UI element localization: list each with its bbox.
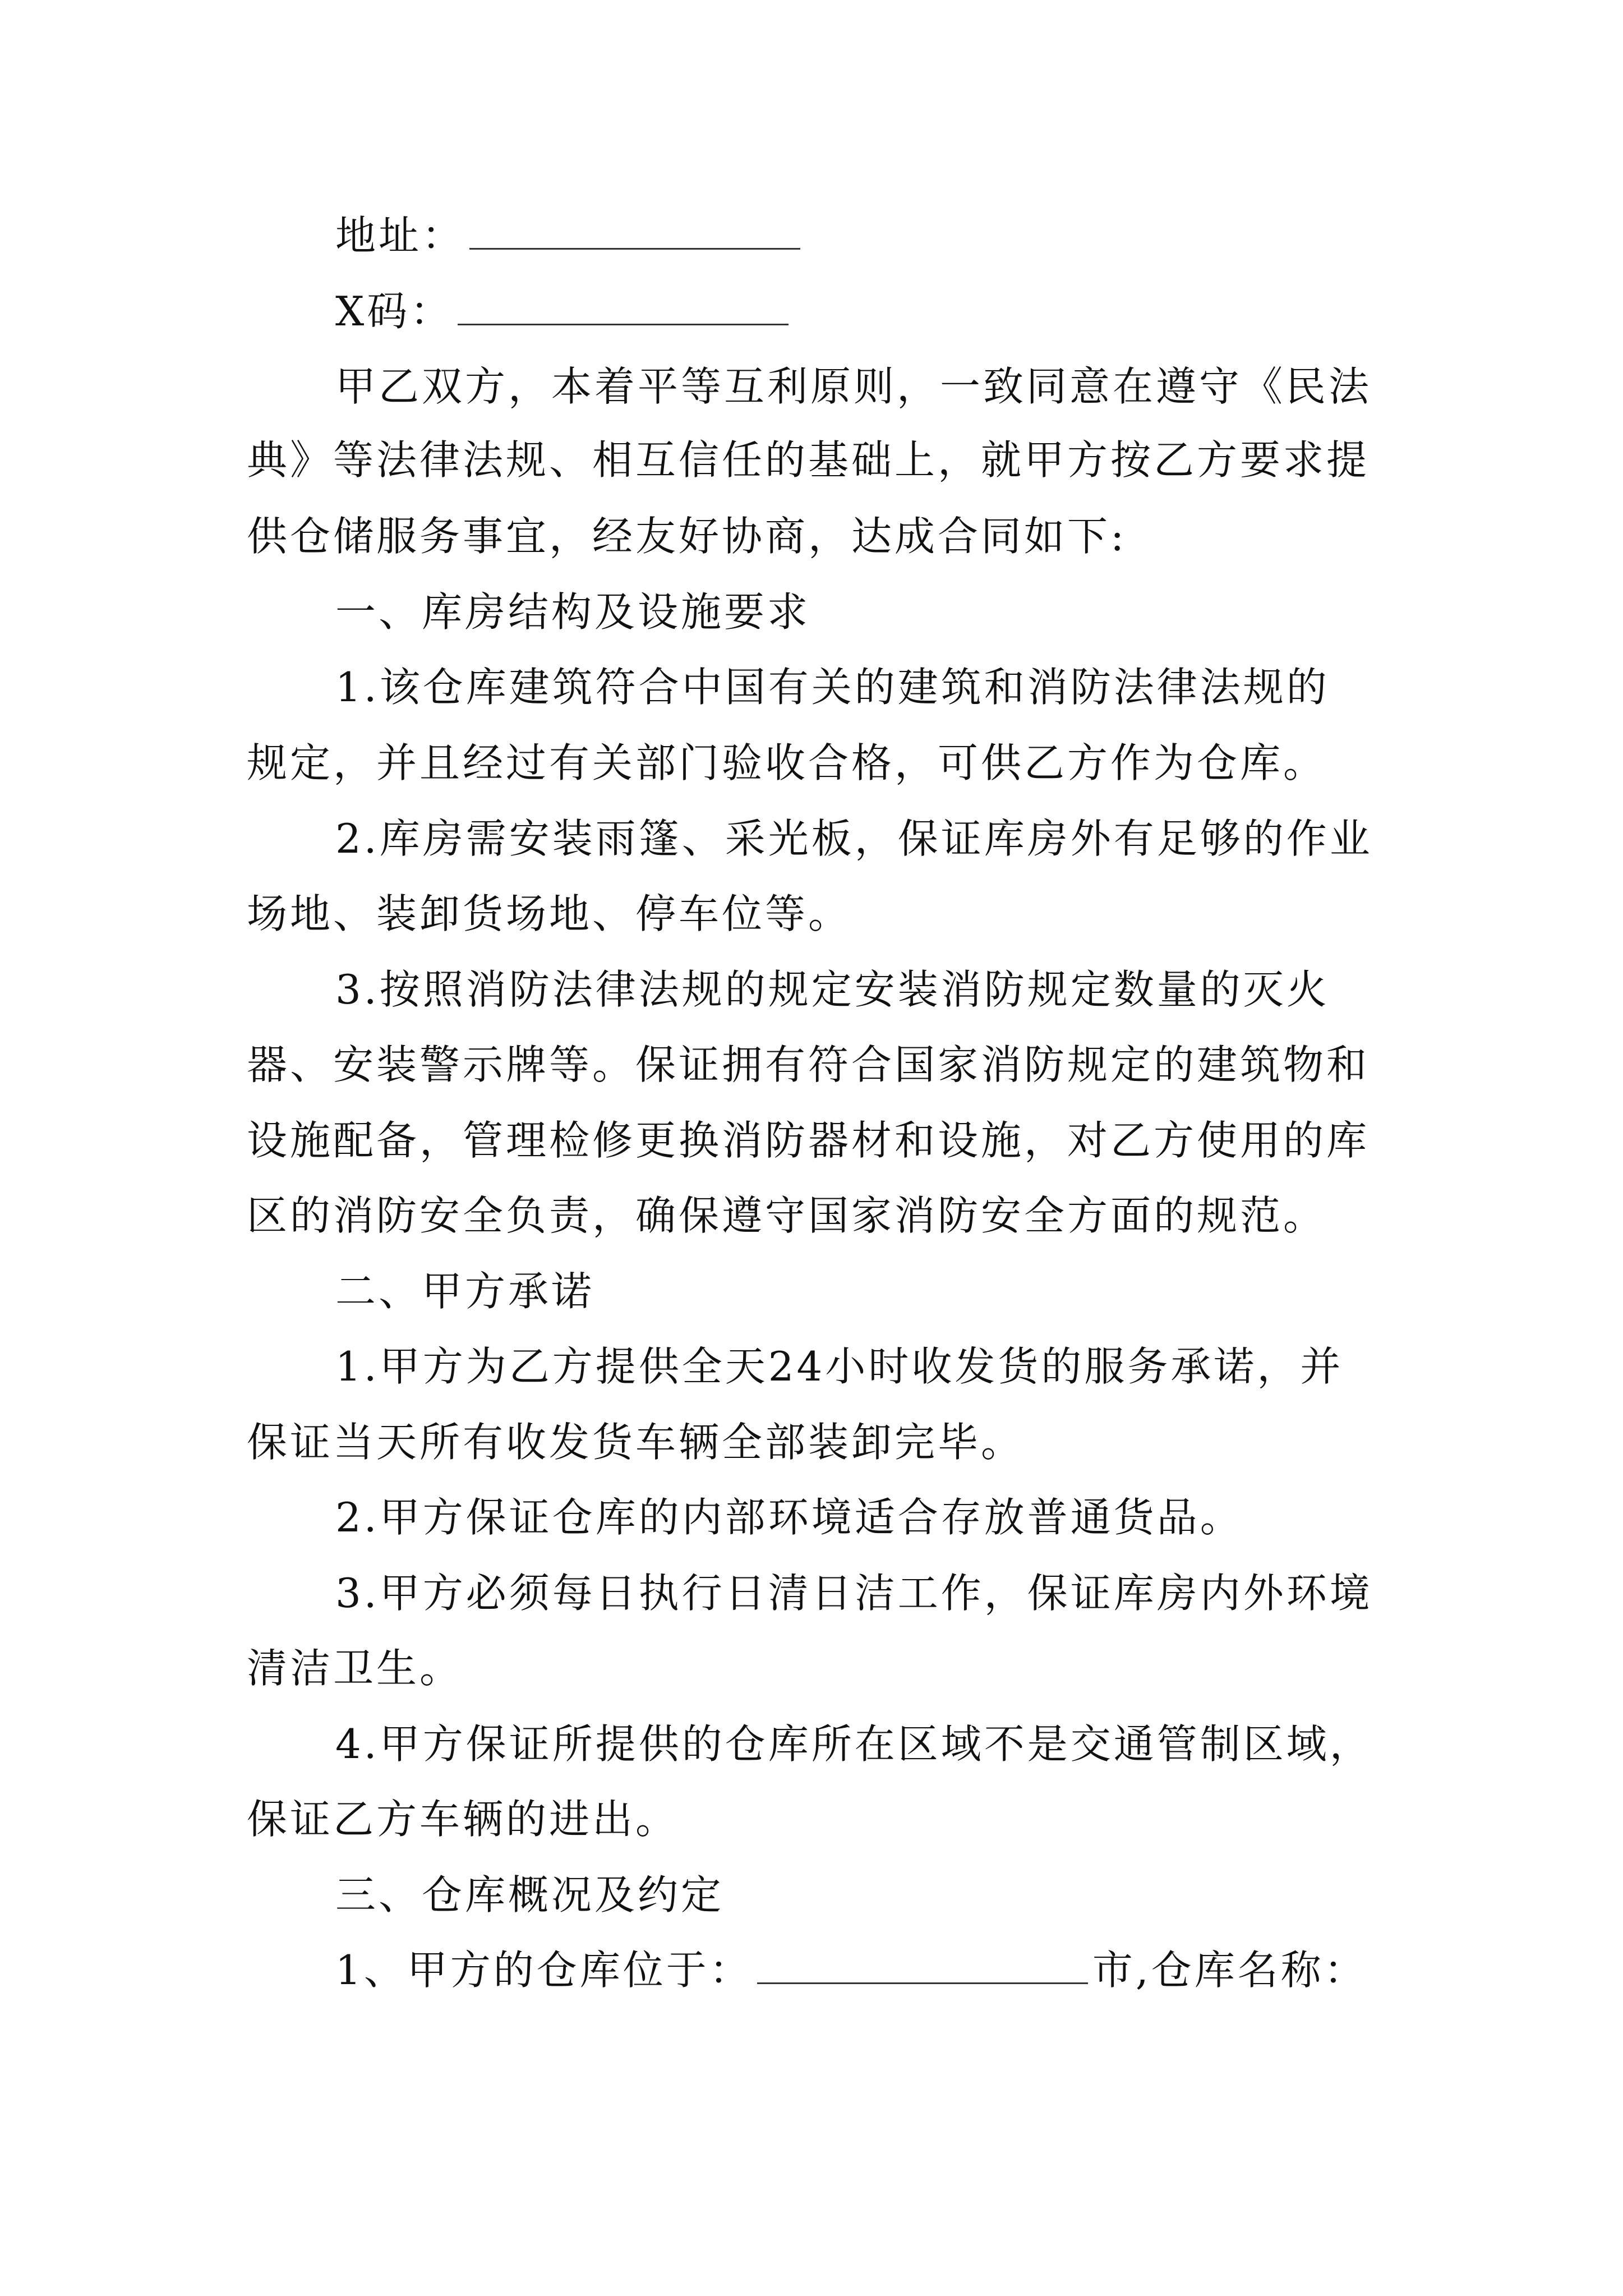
address-blank (469, 209, 800, 250)
section-heading: 三、仓库概况及约定 (335, 1871, 725, 1918)
section-heading: 一、库房结构及设施要求 (335, 588, 811, 636)
code-blank (458, 284, 789, 325)
paragraph-line: 区的消防安全负责，确保遵守国家消防安全方面的规范。 (247, 1192, 1327, 1239)
paragraph-line: 保证乙方车辆的进出。 (247, 1796, 679, 1843)
paragraph-line: 3.甲方必须每日执行日清日洁工作，保证库房内外环境 (335, 1570, 1373, 1617)
city-blank (757, 1943, 1088, 1984)
section-heading: 二、甲方承诺 (335, 1268, 595, 1315)
address-label: 地址： (335, 212, 465, 259)
paragraph-line: 2.库房需安装雨篷、采光板，保证库房外有足够的作业 (335, 815, 1373, 862)
warehouse-location-label: 1、甲方的仓库位于： (335, 1947, 753, 1994)
paragraph-line: 场地、装卸货场地、停车位等。 (247, 890, 852, 937)
paragraph-line: 清洁卫生。 (247, 1645, 463, 1692)
warehouse-name-label: 市,仓库名称： (1092, 1947, 1367, 1994)
paragraph-line: 3.按照消防法律法规的规定安装消防规定数量的灭火 (335, 966, 1330, 1013)
paragraph-line: 规定，并且经过有关部门验收合格，可供乙方作为仓库。 (247, 739, 1327, 786)
paragraph-line: 1.该仓库建筑符合中国有关的建筑和消防法律法规的 (335, 664, 1330, 711)
address-line (335, 209, 1479, 263)
paragraph-line: 设施配备，管理检修更换消防器材和设施，对乙方使用的库 (247, 1117, 1370, 1164)
paragraph-line: 2.甲方保证仓库的内部环境适合存放普通货品。 (335, 1494, 1243, 1541)
code-label: X码： (335, 288, 454, 335)
warehouse-location-line (335, 1943, 1479, 1997)
paragraph-line: 供仓储服务事宜，经友好协商，达成合同如下: (247, 513, 1127, 560)
paragraph-line: 4.甲方保证所提供的仓库所在区域不是交通管制区域， (335, 1720, 1373, 1768)
paragraph-line: 1.甲方为乙方提供全天24小时收发货的服务承诺，并 (335, 1343, 1344, 1390)
paragraph-line: 器、安装警示牌等。保证拥有符合国家消防规定的建筑物和 (247, 1041, 1370, 1088)
paragraph-line: 保证当天所有收发货车辆全部装卸完毕。 (247, 1419, 1025, 1466)
paragraph-line: 典》等法律法规、相互信任的基础上，就甲方按乙方要求提 (247, 436, 1370, 484)
code-line (335, 284, 1479, 338)
paragraph-line: 甲乙双方，本着平等互利原则，一致同意在遵守《民法 (335, 363, 1372, 410)
